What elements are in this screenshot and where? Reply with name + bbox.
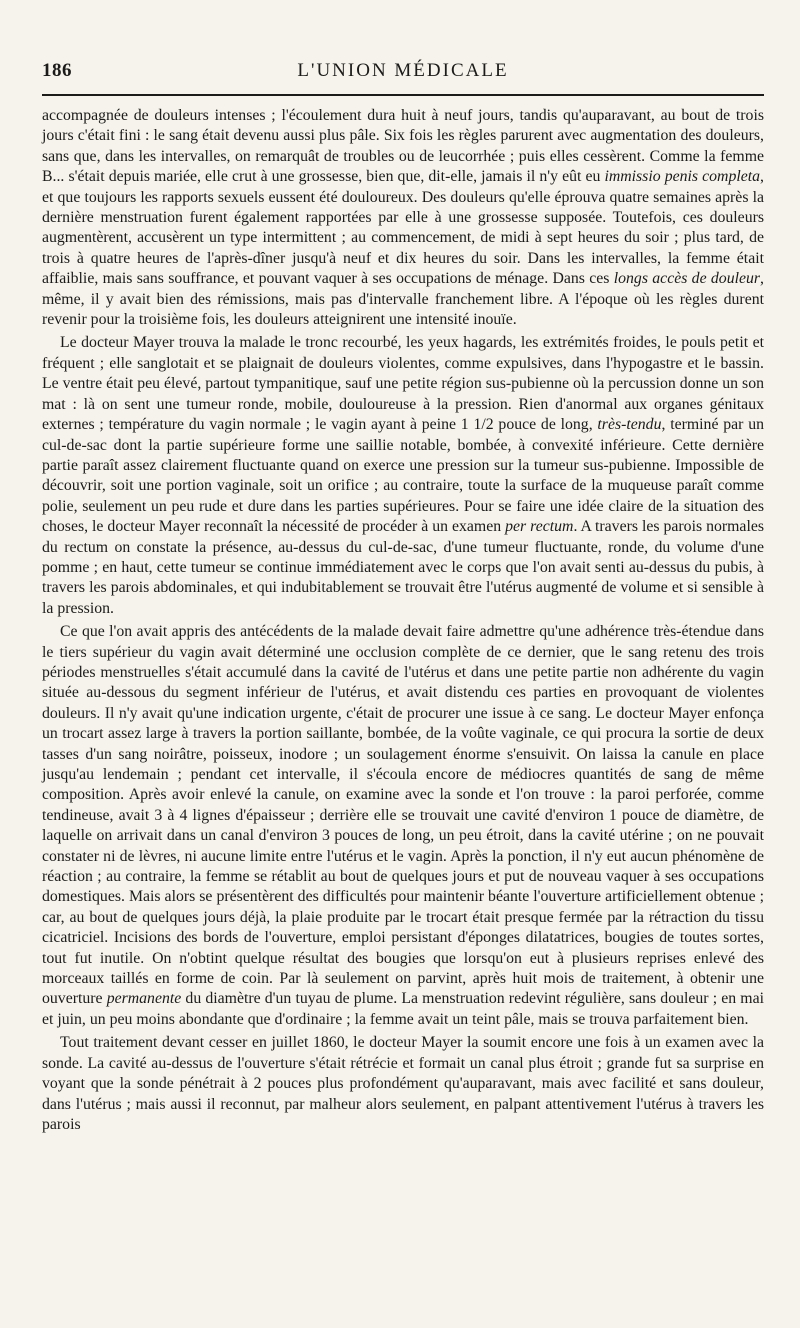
text-segment: . A travers les parois normales du rectum on constate la présence, au-dessus du cul-de-sac, d'une tumeur fluctuante, ronde, du volume d'une pomme ; en haut, cette tumeur se continue immédiatement avec le corps que l'on avait senti au-dessus du pubis, à travers les parois abdominales, et qui indubitablement se trouvait être l'utérus augmenté de volume et si sensible à la pression.: [42, 518, 764, 617]
text-segment: , même, il y avait bien des rémissions, mais pas d'intervalle franchement libre. A l'époque où les règles durent revenir pour la troisième fois, les douleurs atteignirent une intensité inouïe.: [42, 270, 764, 329]
article-body: [42, 106, 764, 1135]
paragraph: [42, 622, 764, 1030]
italic-text-segment: per rectum: [505, 518, 574, 536]
header-rule: [42, 94, 764, 96]
paragraph: [42, 1033, 764, 1135]
paragraph: [42, 106, 764, 330]
page-number: 186: [42, 60, 72, 81]
paragraph: [42, 333, 764, 619]
text-segment: , terminé par un cul-de-sac dont la partie supérieure forme une saillie notable, bombée, à convexité inférieure. Cette dernière partie paraît assez clairement fluctuante quand on exerce une pression sur la tumeur sus-pubienne. Impossible de découvrir, soit une portion vaginale, soit un orifice ; au contraire, toute la surface de la muqueuse paraît comme polie, seulement un peu rude et dure dans les parties supérieures. Pour se faire une idée claire de la situation des choses, le docteur Mayer reconnaît la nécessité de procéder à un examen: [42, 416, 764, 536]
italic-text-segment: longs accès de douleur: [613, 270, 761, 288]
italic-text-segment: immissio penis completa: [604, 168, 761, 186]
text-segment: Le docteur Mayer trouva la malade le tronc recourbé, les yeux hagards, les extrémités froides, le pouls petit et fréquent ; elle sanglotait et se plaignait de douleurs violentes, comme expulsives, dans l'hypogastre et le bassin. Le ventre était peu élevé, partout tympanitique, sauf une petite région sus-pubienne où la percussion donne un son mat : là on sent une tumeur ronde, mobile, douloureuse à la pression. Rien d'anormal aux organes génitaux externes ; température du vagin normale ; le vagin ayant à peine 1 1/2 pouce de long,: [42, 334, 764, 434]
italic-text-segment: très-tendu: [597, 416, 662, 434]
text-segment: du diamètre d'un tuyau de plume. La menstruation redevint régulière, sans douleur ; en mai et juin, un peu moins abondante que d'ordinaire ; la femme avait un teint pâle, mais se trouva parfaitement bien.: [42, 990, 764, 1028]
journal-title: L'UNION MÉDICALE: [297, 60, 509, 81]
italic-text-segment: permanente: [106, 990, 182, 1008]
text-segment: Ce que l'on avait appris des antécédents de la malade devait faire admettre qu'une adhérence très-étendue dans le tiers supérieur du vagin avait déterminé une occlusion complète de ce dernier, que le sang retenu des trois périodes menstruelles s'était accumulé dans la cavité de l'utérus et dans une petite partie non adhérente du vagin située au-dessous du segment inférieur de l'utérus, et avait distendu ces parties en provoquant de violentes douleurs. Il n'y avait qu'une indication urgente, c'était de procurer une issue à ce sang. Le docteur Mayer enfonça un trocart assez large à travers la portion saillante, bombée, de la voûte vaginale, ce qui procura la sortie de deux tasses d'un sang noirâtre, poisseux, inodore ; un soulagement énorme s'ensuivit. On laissa la canule en place jusqu'au lendemain ; pendant cet intervalle, il s'écoula encore de médiocres quantités de sang de même composition. Après avoir enlevé la canule, on examine avec la sonde et l'on trouve : la paroi perforée, comme tendineuse, avait 3 à 4 lignes d'épaisseur ; derrière elle se trouvait une cavité d'environ 1 pouce de diamètre, de laquelle on arrivait dans un canal d'environ 3 pouces de long, un peu étroit, dans la cavité utérine ; on ne pouvait constater ni de lèvres, ni aucune limite entre l'utérus et le vagin. Après la ponction, il n'y eut aucun phénomène de réaction ; au contraire, la femme se rétablit au bout de quelques jours et put de nouveau vaquer à ses occupations domestiques. Mais alors se présentèrent des difficultés pour maintenir béante l'ouverture artificiellement obtenue ; car, au bout de quelques jours déjà, la plaie produite par le trocart était presque fermée par la rétraction du tissu cicatriciel. Incisions des bords de l'ouverture, emploi persistant d'éponges dilatatrices, bougies de toutes sortes, tout fut inutile. On n'obtint quelque résultat des bougies que lorsqu'on eut à plusieurs reprises enlevé des morceaux taillés en forme de coin. Par là seulement on parvint, après huit mois de traitement, à obtenir une ouverture: [42, 623, 764, 1008]
running-head: [42, 56, 764, 86]
text-segment: Tout traitement devant cesser en juillet 1860, le docteur Mayer la soumit encore une fois à un examen avec la sonde. La cavité au-dessus de l'ouverture s'était rétrécie et formait un canal plus étroit ; grande fut sa surprise en voyant que la sonde pénétrait à 2 pouces plus profondément qu'auparavant, mais avec facilité et sans douleur, dans l'utérus ; mais aussi il reconnut, par malheur alors seulement, en palpant attentivement l'utérus à travers les parois: [42, 1034, 764, 1133]
text-segment: accompagnée de douleurs intenses ; l'écoulement dura huit à neuf jours, tandis qu'auparavant, au bout de trois jours c'était fini : le sang était devenu aussi plus pâle. Six fois les règles parurent avec augmentation des douleurs, sans que, dans les intervalles, on remarquât de troubles ou de leucorrhée ; puis elles cessèrent. Comme la femme B... s'était depuis mariée, elle crut à une grossesse, bien que, dit-elle, jamais il n'y eût eu: [42, 107, 764, 186]
text-segment: , et que toujours les rapports sexuels eussent été douloureux. Des douleurs qu'elle éprouva quatre semaines après la dernière menstruation furent également rapportées par elle à une grossesse supposée. Toutefois, ces douleurs augmentèrent, accusèrent un type intermittent ; au commencement, de midi à sept heures du soir ; plus tard, de trois à quatre heures de l'après-dîner jusqu'à neuf et dix heures du soir. Dans les intervalles, la femme était affaiblie, mais sans souffrance, et pouvant vaquer à ses occupations de ménage. Dans ces: [42, 168, 764, 288]
